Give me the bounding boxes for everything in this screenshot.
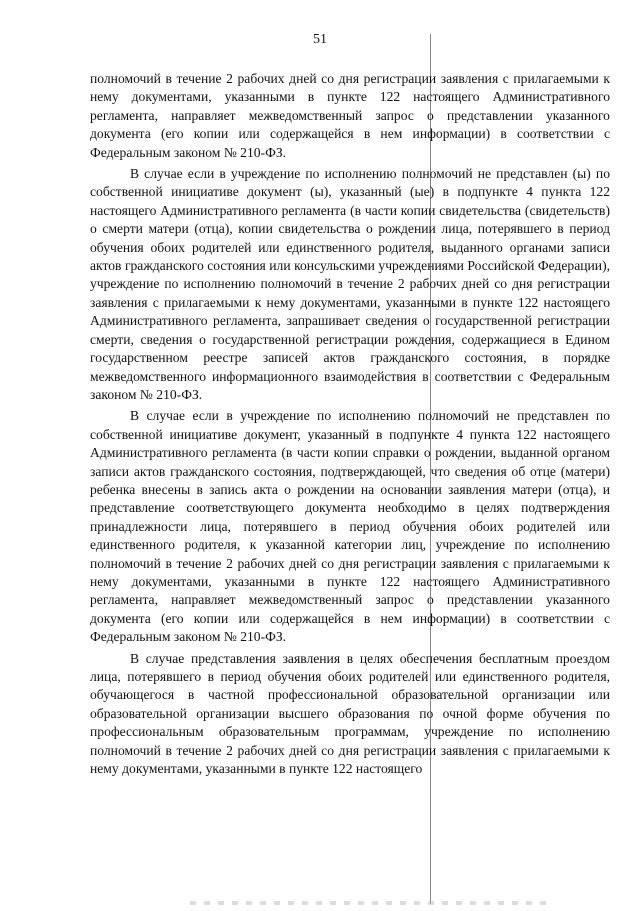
text-line: В случае если в учреждение по исполнению полномочий — [130, 166, 473, 182]
text-line: учреждение по исполнению полномочий в течение 2 рабочих дней со дня — [90, 537, 610, 571]
paragraph — [90, 70, 610, 162]
text-line: законом № 210-ФЗ. — [173, 629, 287, 645]
text-line: образования по очной форме обучения по профессиональным — [90, 705, 610, 740]
text-line: в подпункте 4 пункта 122 настоящего Административного регламента — [90, 184, 610, 218]
text-line: о представлении указанного документа (его копии или содержащейся в нем — [90, 107, 610, 142]
text-line: информации) в соответствии с Федеральным законом № 210-ФЗ. — [90, 126, 610, 160]
text-line: проездом лица, потерявшего в период обучения обоих родителей — [90, 650, 610, 684]
document-body — [90, 70, 610, 781]
text-line: родителей или единственного родителя, выданного органами записи актов — [90, 239, 610, 274]
text-line: ребенка внесены в запись акта о рождении на основании заявления матери — [90, 481, 552, 497]
text-line: регистрации заявления с прилагаемыми к нему документами, указанными — [90, 555, 610, 589]
text-line: межведомственный запрос о представлении указанного документа (его копии — [90, 592, 610, 626]
text-line: гражданского состояния, подтверждающей, что сведения об отце (матери) — [170, 463, 610, 479]
text-line: полномочий в течение 2 рабочих дней со дня регистрации заявления — [90, 71, 499, 86]
text-line: образовательным программам, учреждение по исполнению полномочий — [90, 724, 610, 758]
text-line: или единственного родителя, обучающегося в частной профессиональной — [90, 669, 610, 703]
text-line: в течение 2 рабочих дней со дня регистрации заявления с прилагаемыми — [165, 742, 599, 758]
text-line: с прилагаемыми к нему документами, указанными в пункте 122 настоящего — [90, 71, 610, 105]
text-line: образовательной организации или образовательной организации высшего — [90, 687, 610, 721]
text-line: Административного регламента, направляет межведомственный запрос — [90, 89, 610, 123]
text-line: гражданского состояния или консульскими учреждениями Российской — [124, 258, 535, 274]
text-line: запрашивает сведения о государственной регистрации смерти, сведения — [90, 313, 611, 347]
text-line: или содержащейся в нем информации) в соответствии с Федеральным — [90, 610, 610, 645]
text-line: с Федеральным законом № 210-ФЗ. — [90, 368, 610, 402]
text-line: родителей или единственного родителя, к указанной категории лиц, — [90, 518, 610, 553]
text-line: В случае представления заявления в целях обеспечения бесплатным — [130, 650, 549, 666]
text-line: (отца), и представление соответствующего документа необходимо в целях — [90, 481, 610, 516]
text-line: указанными в пункте 122 настоящего Административного регламента, — [90, 294, 610, 329]
text-line: не представлен по собственной инициативе документ, указанный — [90, 408, 610, 442]
text-line: межведомственного информационного взаимодействия в соответствии — [90, 368, 512, 384]
page-number: 51 — [313, 32, 327, 47]
text-line: (в части копии свидетельства (свидетельств) о смерти матери (отца), копии — [90, 202, 610, 237]
text-line: свидетельства о рождении лица, потерявшего в период обучения обоих — [90, 221, 611, 255]
text-line: не представлен (ы) по собственной инициативе документ (ы), указанный (ые) — [90, 166, 610, 200]
text-line: подтверждения принадлежности лица, потерявшего в период обучения обоих — [90, 500, 611, 534]
paragraph — [90, 165, 610, 404]
scan-bottom-smudge — [190, 901, 550, 905]
paragraph — [90, 407, 610, 646]
text-line: В случае если в учреждение по исполнению полномочий — [130, 408, 489, 424]
text-line: к нему документами, указанными в пункте 122 настоящего — [90, 742, 611, 777]
text-line: о государственной регистрации рождения, содержащиеся в Едином — [199, 331, 610, 347]
text-line: государственном реестре записей актов гражданского состояния, в порядке — [90, 350, 610, 366]
text-line: в пункте 122 настоящего Административного регламента, направляет — [90, 573, 610, 608]
text-line: дней со дня регистрации заявления с прилагаемыми к нему документами, — [90, 276, 611, 310]
text-line: (в части копии справки о рождении, выданной органом записи актов — [90, 445, 611, 479]
paragraph — [90, 650, 610, 779]
text-line: Федерации), учреждение по исполнению полномочий в течение 2 рабочих — [90, 258, 610, 292]
text-line: в подпункте 4 пункта 122 настоящего Административного регламента — [90, 426, 611, 461]
